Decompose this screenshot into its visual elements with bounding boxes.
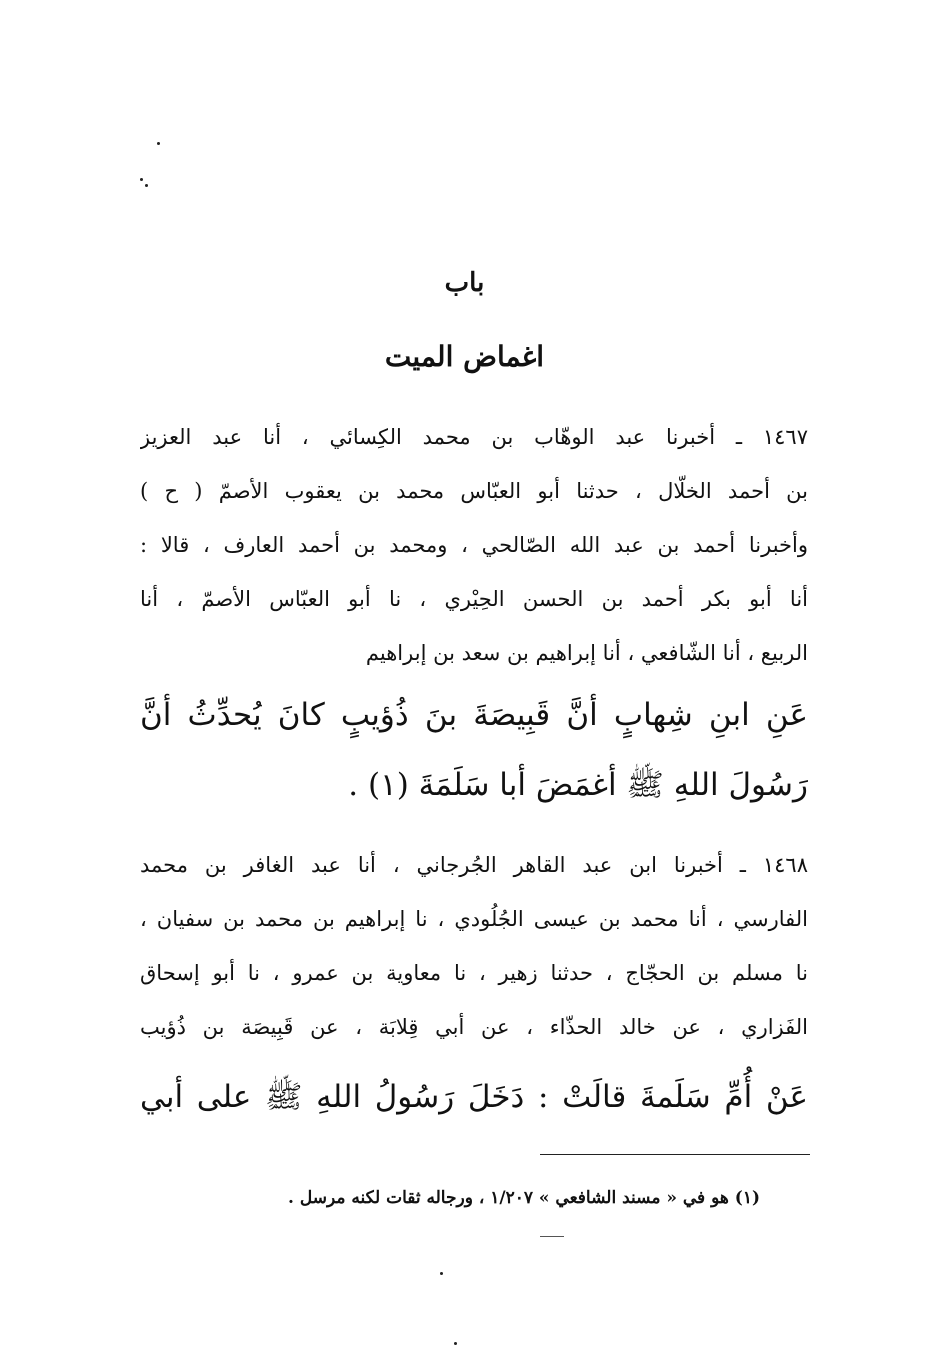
text-line: ١٤٦٧ ـ أخبرنا عبد الوهّاب بن محمد الكِسائي ، أنا عبد العزيز bbox=[140, 425, 808, 449]
text-line: الربيع ، أنا الشّافعي ، أنا إبراهيم بن سعد بن إبراهيم bbox=[365, 641, 808, 665]
hadith-1467-isnad bbox=[140, 410, 808, 680]
text-line: الفَزاري ، عن خالد الحذّاء ، عن أبي قِلابَة ، عن قَبِيصَة بن ذُؤيب bbox=[140, 1015, 808, 1039]
text-line: ١٤٦٨ ـ أخبرنا ابن عبد القاهر الجُرجاني ، أنا عبد الغافر بن محمد bbox=[140, 853, 808, 877]
ink-speck bbox=[454, 1342, 457, 1345]
matn-line: رَسُولَ اللهِ ﷺ أغمَضَ أبا سَلَمَةَ (١) . bbox=[348, 767, 808, 803]
matn-line: عَنِ ابنِ شِهابٍ أنَّ قَبِيصَةَ بنَ ذُؤيبٍ كانَ يُحدِّثُ أنَّ bbox=[140, 697, 808, 733]
ink-speck bbox=[157, 142, 160, 145]
chapter-label: باب bbox=[444, 268, 485, 298]
chapter-title: اغماض الميت bbox=[384, 340, 545, 373]
footnote: (١) هو في « مسند الشافعي » ١/٢٠٧ ، ورجاله ثقات لكنه مرسل . bbox=[287, 1188, 760, 1208]
footnote-divider bbox=[540, 1154, 810, 1155]
text-line: بن أحمد الخلّال ، حدثنا أبو العبّاس محمد بن يعقوب الأصمّ ( ح ) bbox=[140, 479, 808, 503]
ink-speck bbox=[440, 1272, 443, 1275]
text-line: أنا أبو بكر أحمد بن الحسن الحِيْري ، نا أبو العبّاس الأصمّ ، أنا bbox=[140, 587, 808, 611]
hadith-1467-matn bbox=[140, 680, 808, 820]
text-line: نا مسلم بن الحجّاج ، حدثنا زهير ، نا معاوية بن عمرو ، نا أبو إسحاق bbox=[140, 961, 808, 985]
ink-speck bbox=[140, 178, 143, 181]
hadith-1468-matn bbox=[140, 1062, 808, 1132]
text-line: الفارسي ، أنا محمد بن عيسى الجُلُودي ، نا إبراهيم بن محمد بن سفيان ، bbox=[140, 907, 808, 931]
text-line: وأخبرنا أحمد بن عبد الله الصّالحي ، ومحمد بن أحمد العارف ، قالا : bbox=[140, 533, 808, 557]
matn-line: عَنْ أُمِّ سَلَمةَ قالَتْ : دَخَلَ رَسُولُ اللهِ ﷺ على أبي bbox=[140, 1079, 808, 1115]
hadith-1468-isnad bbox=[140, 838, 808, 1054]
page-mark bbox=[540, 1236, 564, 1237]
ink-speck bbox=[145, 184, 148, 187]
